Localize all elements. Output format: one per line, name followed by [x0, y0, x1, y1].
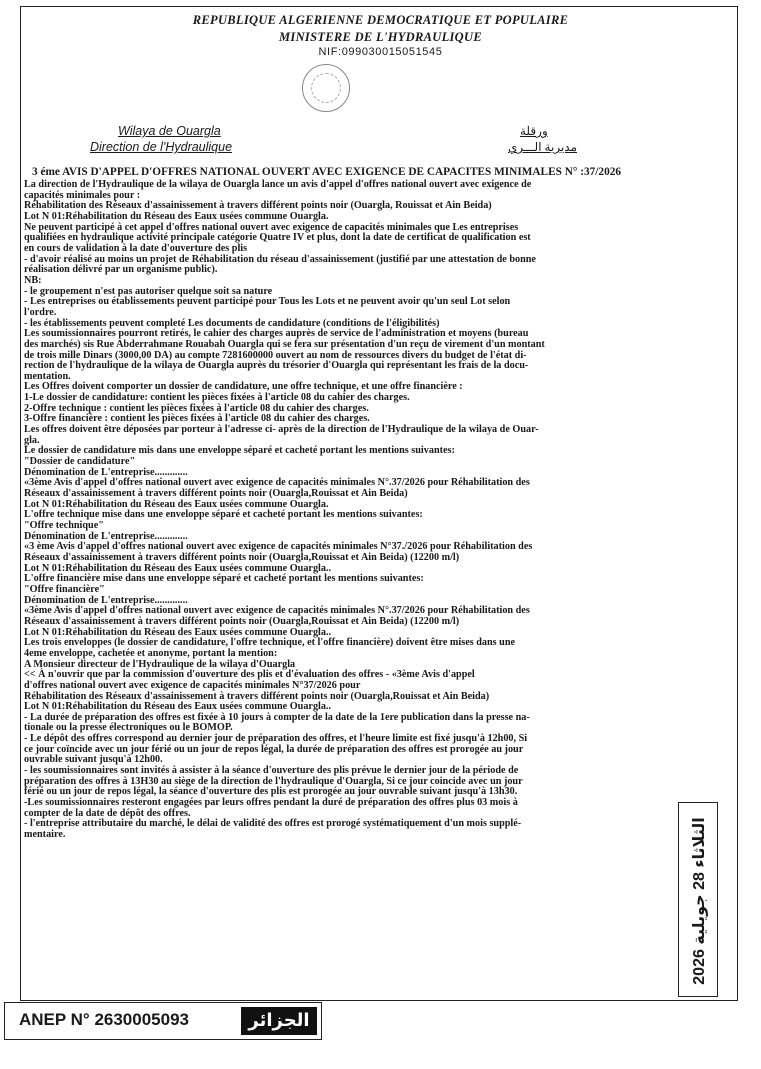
- notice-line: 2-Offre technique : contient les pièces fixées à l'article 08 du cahier des charges.: [24, 402, 369, 414]
- notice-line: compter de la date de dépôt des offres.: [24, 807, 191, 819]
- notice-line: rection de l'hydraulique de la wilaya de Ouargla auprès du trésorier d'Ouargla qui représentant les frais de la docu-: [24, 360, 529, 372]
- republic-header: REPUBLIQUE ALGERIENNE DEMOCRATIQUE ET POPULAIRE: [192, 13, 569, 27]
- notice-line: Ne peuvent participé à cet appel d'offres national ouvert avec exigence de capacités minimales que Les entreprises: [24, 221, 519, 233]
- wilaya-arabic-label: ورقلة: [520, 124, 548, 138]
- notice-line: Dénomination de L'entreprise.............: [24, 530, 188, 542]
- notice-line: - Les entreprises ou établissements peuvent participé pour Tous les Lots et ne peuvent avoir qu'un seul Lot selon: [24, 296, 511, 308]
- notice-line: ce jour coïncide avec un jour férié ou un jour de repos légal, la durée de préparation des offres est prorogée au jour: [24, 743, 524, 755]
- notice-line: «3ème Avis d'appel d'offres national ouvert avec exigence de capacités minimales N°.37/2026 pour Réhabilitation des: [24, 605, 530, 617]
- notice-body: [24, 180, 672, 841]
- notice-line: qualifiées en hydraulique activité principale catégorie Quatre IV et plus, dont la date de certificat de qualification est: [24, 232, 531, 244]
- notice-line: - les établissements peuvent completé Les documents de candidature (conditions de l'éligibilités): [24, 317, 440, 329]
- notice-line: tionale ou la presse électroniques ou le BOMOP.: [24, 722, 233, 734]
- notice-line: capacités minimales pour :: [24, 189, 141, 201]
- notice-line: réalisation délivré par un organisme public).: [24, 264, 218, 276]
- notice-line: "Dossier de candidature": [24, 456, 136, 468]
- direction-arabic-label: مديرية الـــري: [508, 140, 578, 154]
- notice-line: férié ou un jour de repos légal, la séance d'ouverture des plis est prorogée au jour ouvrable suivant jusqu'à 13h30.: [24, 786, 518, 798]
- notice-line: - La durée de préparation des offres est fixée à 10 jours à compter de la date de la 1ere publication dans la presse na-: [24, 711, 530, 723]
- notice-line: Lot N 01:Réhabilitation du Réseau des Eaux usées commune Ouargla..: [24, 626, 332, 638]
- notice-line: Réseaux d'assainissement à travers différent points noir (Ouargla,Rouissat et Ain Beida) (12200 m/l): [24, 551, 460, 563]
- notice-line: «3ème Avis d'appel d'offres national ouvert avec exigence de capacités minimales N°.37/2026 pour Réhabilitation des: [24, 477, 530, 489]
- official-seal-icon: [302, 64, 350, 112]
- notice-line: Dénomination de L'entreprise.............: [24, 466, 188, 478]
- notice-line: A Monsieur directeur de l'Hydraulique de la wilaya d'Ouargla: [24, 658, 296, 670]
- nif-number: NIF:099030015051545: [318, 46, 443, 58]
- notice-line: L'offre technique mise dans une enveloppe séparé et cacheté portant les mentions suivantes:: [24, 509, 423, 521]
- notice-line: mentaire.: [24, 829, 66, 841]
- direction-label: Direction de l'Hydraulique: [90, 140, 233, 154]
- notice-line: Réseaux d'assainissement à travers différent points noir (Ouargla,Rouissat et Ain Beida): [24, 488, 408, 500]
- notice-line: << À n'ouvrir que par la commission d'ouverture des plis et d'évaluation des offres - «3ème Avis d'appel: [24, 669, 475, 681]
- notice-line: Réhabilitation des Réseaux d'assainissement à travers différent points noir (Ouargla,Rouissat et Ain Beida): [24, 690, 490, 702]
- notice-line: en cours de validation à la date d'ouverture des plis: [24, 242, 248, 254]
- notice-line: des marchés) sis Rue Abderrahmane Rouabah Ouargla qui se fera sur présentation d'un reçu de virement d'un montant: [24, 338, 545, 350]
- notice-line: L'offre financière mise dans une enveloppe séparé et cacheté portant les mentions suivantes:: [24, 573, 424, 585]
- ministry-header: MINISTERE DE L'HYDRAULIQUE: [279, 30, 482, 44]
- anep-footer: [4, 1002, 322, 1040]
- notice-title: 3 éme AVIS D'APPEL D'OFFRES NATIONAL OUVERT AVEC EXIGENCE DE CAPACITES MINIMALES N° :37/2026: [32, 166, 622, 178]
- notice-line: La direction de l'Hydraulique de la wilaya de Ouargla lance un avis d'appel d'offres national ouvert avec exigence de: [24, 179, 532, 190]
- notice-line: ouvrable suivant jusqu'à 12h00.: [24, 754, 163, 766]
- notice-line: 4eme enveloppe, cachetée et anonyme, portant la mention:: [24, 647, 278, 659]
- notice-line: gla.: [24, 434, 40, 446]
- notice-line: -Les soumissionnaires resteront engagées par leurs offres pendant la duré de préparation des offres plus 03 mois à: [24, 797, 518, 809]
- notice-line: - Le dépôt des offres correspond au dernier jour de préparation des offres, et l'heure limite est fixé jusqu'à 12h00, Si: [24, 733, 528, 745]
- notice-line: Les soumissionnaires pourront retirés, le cahier des charges auprès de service de l'administration et moyens (bureau: [24, 328, 529, 340]
- notice-line: - d'avoir réalisé au moins un projet de Réhabilitation du réseau d'assainissement (justifié par une attestation de bonne: [24, 253, 536, 265]
- notice-line: Les offres doivent être déposées par porteur à l'adresse ci- après de la direction de l'Hydraulique de la wilaya de Ouar-: [24, 424, 539, 436]
- anep-number: ANEP N° 2630005093: [19, 1010, 189, 1029]
- publication-date-box: [678, 802, 718, 997]
- wilaya-label: Wilaya de Ouargla: [118, 124, 221, 138]
- notice-line: d'offres national ouvert avec exigence de capacités minimales N°37/2026 pour: [24, 679, 361, 691]
- notice-line: Lot N 01:Réhabilitation du Réseau des Eaux usées commune Ouargla..: [24, 562, 332, 574]
- newspaper-logo: الجزائر: [241, 1007, 317, 1035]
- notice-line: Lot N 01:Réhabilitation du Réseau des Eaux usées commune Ouargla.: [24, 210, 329, 222]
- notice-line: "Offre financière": [24, 583, 105, 595]
- notice-line: 3-Offre financière : contient les pièces fixées à l'article 08 du cahier des charges.: [24, 413, 370, 425]
- notice-line: mentation.: [24, 370, 71, 382]
- notice-line: Le dossier de candidature mis dans une enveloppe séparé et cacheté portant les mentions suivantes:: [24, 445, 455, 457]
- notice-line: NB:: [24, 274, 42, 286]
- notice-line: 1-Le dossier de candidature: contient les pièces fixées à l'article 08 du cahier des charges.: [24, 392, 410, 404]
- notice-line: l'ordre.: [24, 306, 57, 318]
- notice-line: Lot N 01:Réhabilitation du Réseau des Eaux usées commune Ouargla..: [24, 701, 332, 713]
- notice-line: préparation des offres à 13H30 au siège de la direction de l'hydraulique d'Ouargla, Si ce jour coincide avec un jour: [24, 775, 523, 787]
- notice-line: - le groupement n'est pas autoriser quelque soit sa nature: [24, 285, 273, 297]
- publication-date: الثلاثاء 28 جويلية 2026: [691, 817, 708, 985]
- notice-line: Dénomination de L'entreprise.............: [24, 594, 188, 606]
- notice-line: Réhabilitation des Réseaux d'assainissement à travers différent points noir (Ouargla, Rouissat et Ain Beida): [24, 200, 492, 212]
- notice-line: - l'entreprise attributaire du marché, le délai de validité des offres est prorogé systématiquement d'un mois supplé-: [24, 818, 522, 830]
- notice-line: Réseaux d'assainissement à travers différent points noir (Ouargla,Rouissat et Ain Beida) (12200 m/l): [24, 615, 460, 627]
- notice-line: de trois mille Dinars (3000,00 DA) au compte 7281600000 ouvert au nom de ressources divers du budget de l'état di-: [24, 349, 527, 361]
- notice-line: Lot N 01:Réhabilitation du Réseau des Eaux usées commune Ouargla.: [24, 498, 329, 510]
- notice-line: «3 ème Avis d'appel d'offres national ouvert avec exigence de capacités minimales N°37./2026 pour Réhabilitation des: [24, 541, 533, 553]
- notice-line: Les Offres doivent comporter un dossier de candidature, une offre technique, et une offre financière :: [24, 381, 463, 393]
- notice-line: Les trois enveloppes (le dossier de candidature, l'offre technique, et l'offre financière) doivent être mises dans une: [24, 637, 516, 649]
- notice-line: "Offre technique": [24, 520, 104, 531]
- notice-line: - les soumissionnaires sont invités à assister à la séance d'ouverture des plis prévue le dernier jour de la période de: [24, 765, 519, 777]
